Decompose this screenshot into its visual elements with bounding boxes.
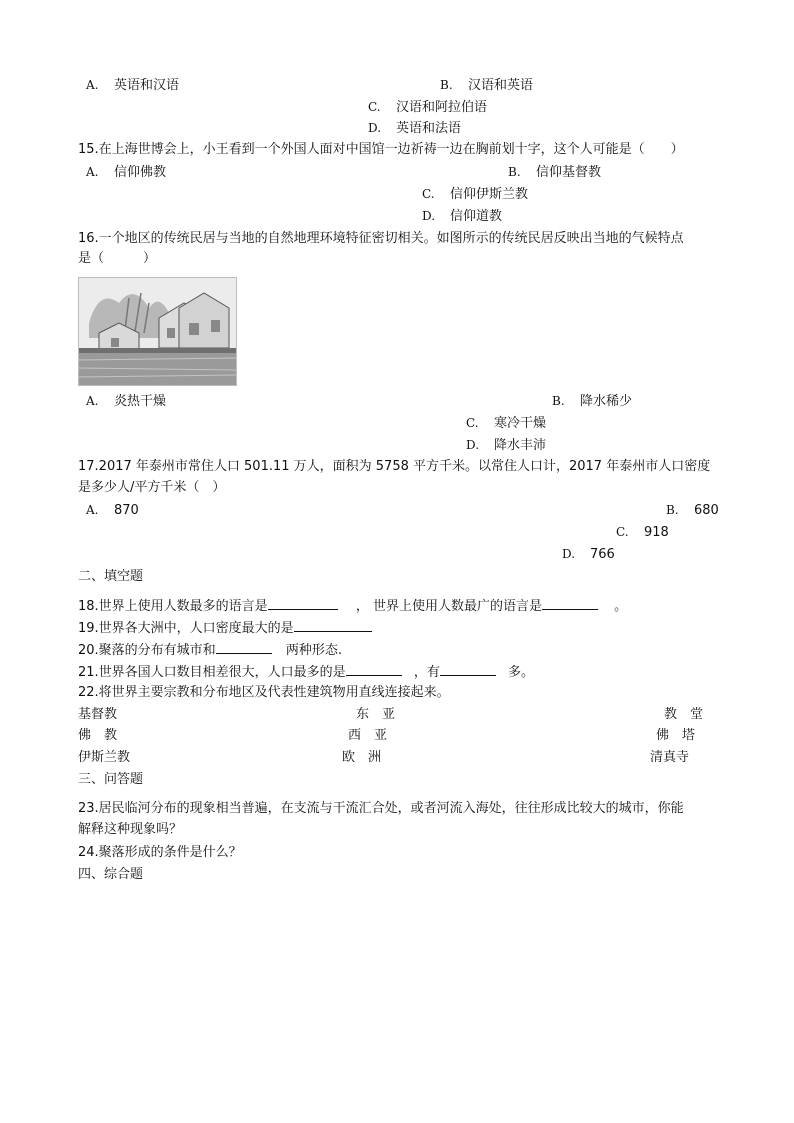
q16-option-b: B. 降水稀少 — [552, 394, 633, 409]
q18: 18.世界上使用人数最多的语言是 ， 世界上使用人数最广的语言是 。 — [78, 599, 628, 614]
q17-option-c: C. 918 — [616, 525, 669, 540]
q24: 24.聚落形成的条件是什么？ — [78, 845, 242, 860]
q22-building-1[interactable]: 教 堂 — [664, 707, 704, 722]
q14-option-a: A. 英语和汉语 — [86, 78, 180, 93]
q22-region-3[interactable]: 欧 洲 — [342, 750, 382, 765]
q15-option-c: C. 信仰伊斯兰教 — [422, 187, 529, 202]
q22-stem: 22.将世界主要宗教和分布地区及代表性建筑物用直线连接起来。 — [78, 685, 450, 700]
q22-religion-2[interactable]: 佛 教 — [78, 728, 118, 743]
q17-option-d: D. 766 — [562, 547, 615, 562]
q23-line1: 23.居民临河分布的现象相当普遍，在支流与干流汇合处，或者河流入海处，往往形成比较大的城市，你能 — [78, 801, 684, 816]
q17-stem-line1: 17.2017 年泰州市常住人口 501.11 万人，面积为 5758 平方千米。以常住人口计，2017 年泰州市人口密度 — [78, 459, 711, 474]
q14-option-c: C. 汉语和阿拉伯语 — [368, 100, 488, 115]
q19: 19.世界各大洲中，人口密度最大的是 — [78, 619, 372, 637]
q23-line2: 解释这种现象吗？ — [78, 822, 183, 837]
q14-option-b: B. 汉语和英语 — [440, 78, 534, 93]
q21-blank-2[interactable] — [440, 663, 496, 676]
q22-building-2[interactable]: 佛 塔 — [656, 728, 696, 743]
q17-stem-line2: 是多少人/平方千米（ ） — [78, 480, 226, 495]
q15-option-d: D. 信仰道教 — [422, 209, 503, 224]
q17-option-b: B. 680 — [666, 503, 719, 518]
q20-blank[interactable] — [216, 641, 272, 654]
q16-stem-line1: 16.一个地区的传统民居与当地的自然地理环境特征密切相关。如图所示的传统民居反映出当地的气候特点 — [78, 231, 684, 246]
q20: 20.聚落的分布有城市和 两种形态. — [78, 643, 342, 658]
dwelling-illustration — [79, 278, 236, 385]
q21: 21.世界各国人口数目相差很大，人口最多的是 ，有 多。 — [78, 665, 534, 680]
q18-blank-2[interactable] — [542, 597, 598, 610]
q17-option-a: A. 870 — [86, 503, 139, 518]
q15-option-b: B. 信仰基督教 — [508, 165, 602, 180]
section-comprehensive-title: 四、综合题 — [78, 867, 144, 882]
q19-blank[interactable] — [294, 619, 372, 632]
q22-region-1[interactable]: 东 亚 — [356, 707, 396, 722]
q16-stem-line2: 是（ ） — [78, 251, 157, 266]
q22-region-2[interactable]: 西 亚 — [348, 728, 388, 743]
q22-religion-3[interactable]: 伊斯兰教 — [78, 750, 131, 765]
q21-blank-1[interactable] — [346, 663, 402, 676]
q15-stem: 15.在上海世博会上，小王看到一个外国人面对中国馆一边祈祷一边在胸前划十字，这个人可能是（ ） — [78, 142, 684, 157]
q22-building-3[interactable]: 清真寺 — [650, 750, 690, 765]
traditional-dwelling-photo — [78, 277, 237, 386]
q18-blank-1[interactable] — [268, 597, 338, 610]
q22-religion-1[interactable]: 基督教 — [78, 707, 118, 722]
q16-option-d: D. 降水丰沛 — [466, 438, 547, 453]
section-qa-title: 三、问答题 — [78, 772, 144, 787]
q16-option-c: C. 寒冷干燥 — [466, 416, 547, 431]
q16-option-a: A. 炎热干燥 — [86, 394, 167, 409]
q15-option-a: A. 信仰佛教 — [86, 165, 167, 180]
section-fill-in-title: 二、填空题 — [78, 569, 144, 584]
q14-option-d: D. 英语和法语 — [368, 121, 462, 136]
